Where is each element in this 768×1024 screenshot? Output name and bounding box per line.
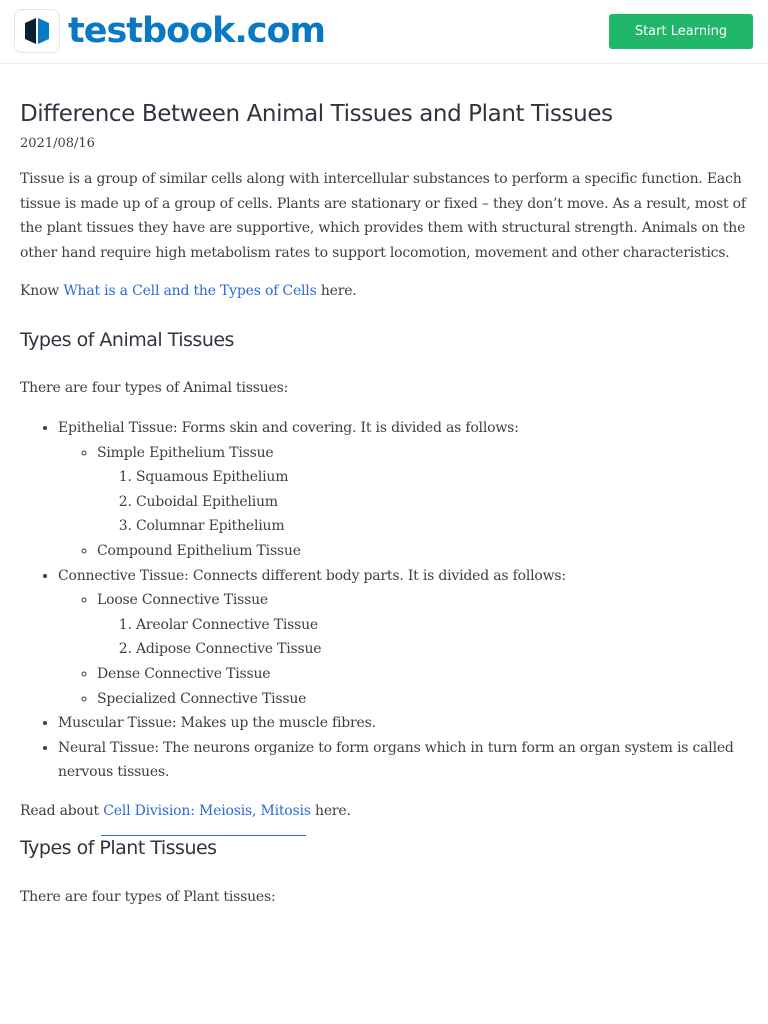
list-item: ◦ Compound Epithelium Tissue [97,539,748,564]
know-paragraph [20,279,748,304]
connective-sublist [58,588,748,711]
page-title: Difference Between Animal Tissues and Plant Tissues [20,101,613,127]
animal-tissues-lead: There are four types of Animal tissues: [20,379,289,396]
know-suffix: here. [316,283,357,299]
list-item: ◦ Specialized Connective Tissue [97,687,748,712]
cell-division-link[interactable]: Cell Division: Meiosis, Mitosis [103,802,311,819]
read-suffix: here. [310,802,351,819]
list-item [97,441,748,539]
list-item [97,588,748,662]
loose-connective-label: Loose Connective Tissue [97,592,269,609]
plant-tissues-lead: There are four types of Plant tissues: [20,889,276,906]
know-prefix: Know [20,283,64,299]
cell-types-link[interactable]: What is a Cell and the Types of Cells [63,283,317,299]
animal-tissue-list [20,416,748,785]
loose-connective-types [97,613,748,662]
epithelial-sublist [58,441,748,564]
list-item: 1. Squamous Epithelium [136,465,748,490]
site-logo[interactable] [14,9,325,53]
plant-tissues-heading: Types of Plant Tissues [20,837,217,860]
intro-paragraph: Tissue is a group of similar cells along with intercellular substances to perform a specific function. Each tissue is made up of a group of cells. Plants are stationary or fixed – they don’t move. As a result, most of the plant tissues they have are supportive, which provides them with structural strength. Animals on the other hand require high metabolism rates to support locomotion, movement and other characteristics. [20,171,746,261]
list-item [58,416,748,564]
list-item: 2. Adipose Connective Tissue [136,637,748,662]
site-header [0,0,768,64]
list-item: • Neural Tissue: The neurons organize to form organs which in turn form an organ system is called nervous tissues. [58,736,748,785]
list-item [58,564,748,712]
list-item: • Muscular Tissue: Makes up the muscle fibres. [58,711,748,736]
article [0,98,768,910]
list-item: 2. Cuboidal Epithelium [136,490,748,515]
read-prefix: Read about [20,802,104,819]
simple-epithelium-label: Simple Epithelium Tissue [97,444,274,461]
testbook-book-icon [14,9,60,53]
list-item: 3. Columnar Epithelium [136,514,748,539]
animal-tissues-heading: Types of Animal Tissues [20,328,234,351]
list-item: ◦ Dense Connective Tissue [97,662,748,687]
connective-label: Connective Tissue: Connects different body parts. It is divided as follows: [58,567,566,584]
list-item: 1. Areolar Connective Tissue [136,613,748,638]
publish-date: 2021/08/16 [20,136,95,151]
logo-wordmark: testbook.com [68,11,326,51]
start-learning-button[interactable]: Start Learning [609,14,753,49]
simple-epithelium-types [97,465,748,539]
read-paragraph [20,799,748,824]
epithelial-label: Epithelial Tissue: Forms skin and covering. It is divided as follows: [58,420,519,436]
